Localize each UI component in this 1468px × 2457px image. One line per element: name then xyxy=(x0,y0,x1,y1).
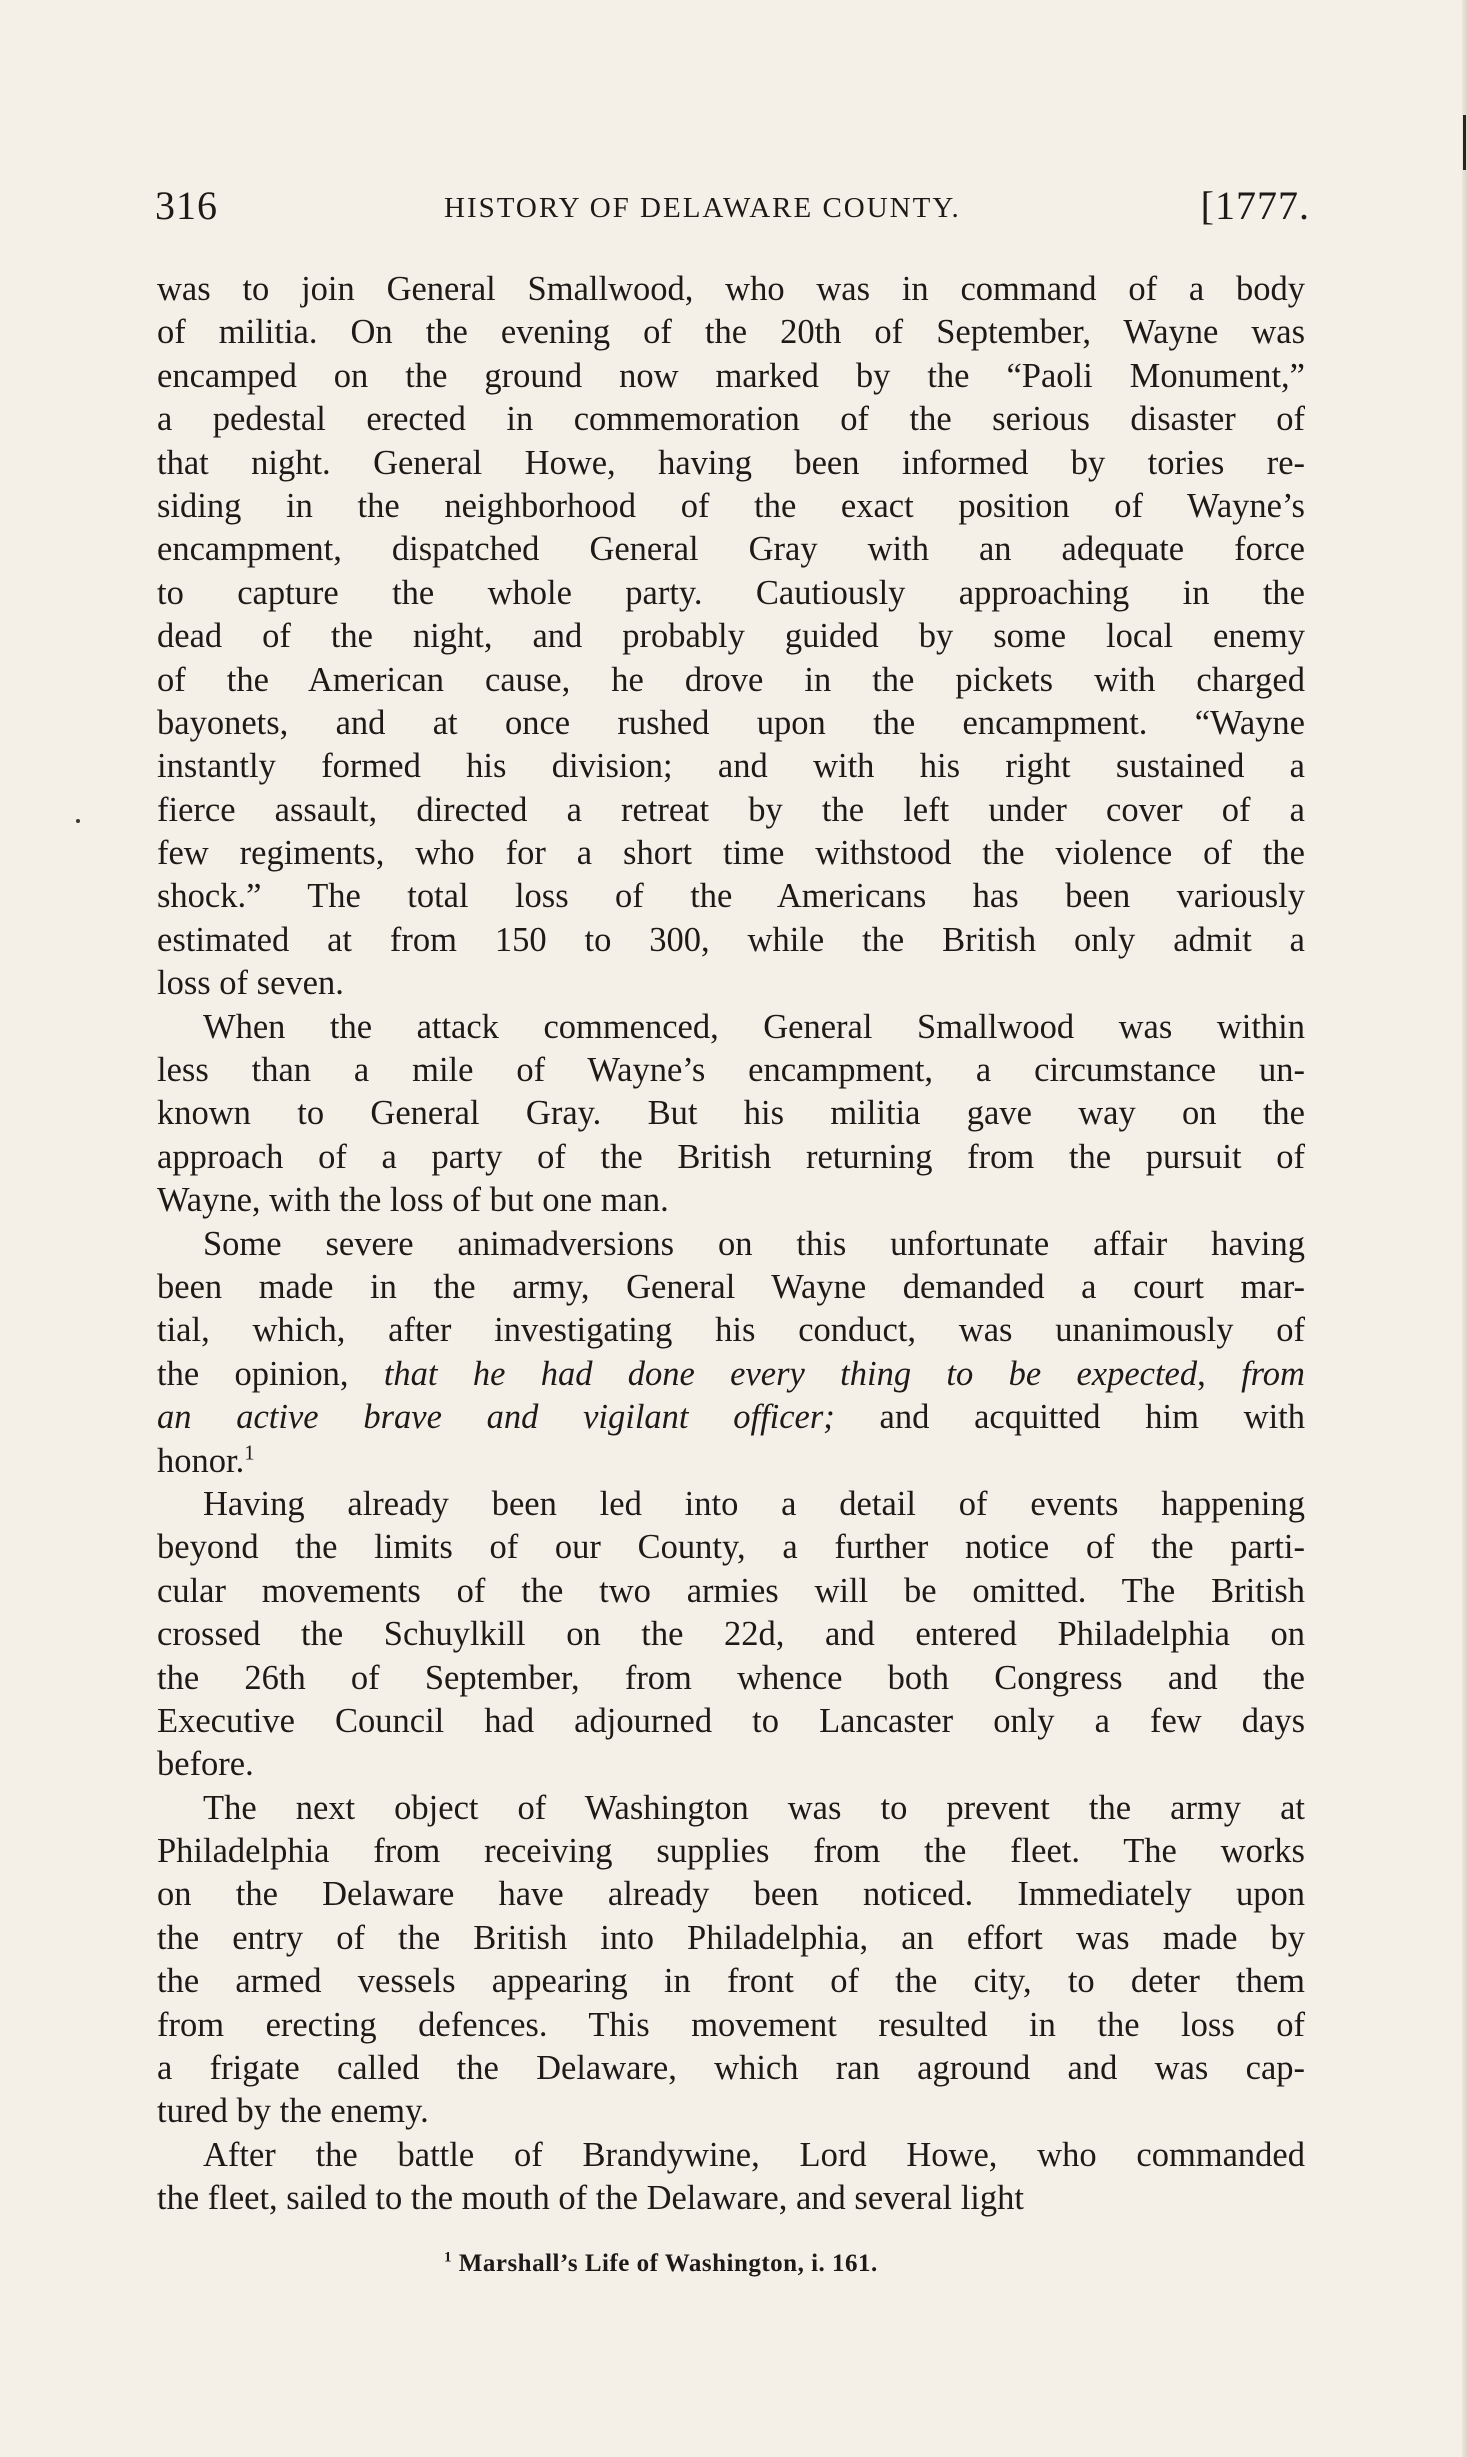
text-line xyxy=(157,1396,1305,1439)
text-line: a pedestal erected in commemoration of the serious disaster of xyxy=(157,400,1305,439)
text-line: from erecting defences. This movement resulted in the loss of xyxy=(157,2005,1305,2044)
header-year: [1777. xyxy=(1200,183,1310,228)
text-line: before. xyxy=(157,1745,254,1784)
text-line: The next object of Washington was to prevent the army at xyxy=(203,1788,1305,1827)
text-line: crossed the Schuylkill on the 22d, and entered Philadelphia on xyxy=(157,1615,1305,1654)
text-line: siding in the neighborhood of the exact position of Wayne’s xyxy=(157,486,1305,525)
text-line: of the American cause, he drove in the pickets with charged xyxy=(157,660,1305,699)
text-line xyxy=(157,1440,1305,1483)
text-line: less than a mile of Wayne’s encampment, a circumstance un- xyxy=(157,1051,1305,1090)
page-number: 316 xyxy=(155,183,218,228)
footnote-text: Marshall’s Life of Washington, i. 161. xyxy=(458,2250,878,2277)
text-line: the 26th of September, from whence both Congress and the xyxy=(157,1658,1305,1697)
text-line: Wayne, with the loss of but one man. xyxy=(157,1181,669,1220)
text-run: and acquitted him with xyxy=(834,1398,1305,1437)
text-line xyxy=(157,1353,1305,1396)
italic-text: from xyxy=(1241,1354,1305,1393)
text-line: After the battle of Brandywine, Lord Howe, who commanded xyxy=(203,2135,1305,2174)
text-line: the armed vessels appearing in front of the city, to deter them xyxy=(157,1962,1305,2001)
edge-mark xyxy=(1463,115,1466,170)
running-title: HISTORY OF DELAWARE COUNTY. xyxy=(444,192,961,224)
text-line: Having already been led into a detail of events happening xyxy=(203,1484,1305,1523)
text-line: known to General Gray. But his militia gave way on the xyxy=(157,1094,1305,1133)
footnote-ref: 1 xyxy=(244,1442,255,1465)
running-header xyxy=(155,182,1310,232)
text-line: dead of the night, and probably guided by some local enemy xyxy=(157,617,1305,656)
text-line: Executive Council had adjourned to Lancaster only a few days xyxy=(157,1701,1305,1740)
text-line: instantly formed his division; and with his right sustained a xyxy=(157,747,1305,786)
text-line: shock.” The total loss of the Americans has been variously xyxy=(157,877,1305,916)
footnote xyxy=(444,2250,878,2278)
text-line: When the attack commenced, General Smallwood was within xyxy=(203,1007,1305,1046)
page-edge xyxy=(1462,0,1468,2457)
text-line: approach of a party of the British returning from the pursuit of xyxy=(157,1137,1305,1176)
text-run: , xyxy=(1197,1354,1242,1393)
text-line: to capture the whole party. Cautiously approaching in the xyxy=(157,573,1305,612)
text-line: the fleet, sailed to the mouth of the Delaware, and several light xyxy=(157,2179,1024,2218)
text-line: Some severe animadversions on this unfortunate affair having xyxy=(203,1224,1305,1263)
text-line: cular movements of the two armies will be omitted. The British xyxy=(157,1571,1305,1610)
text-line: tial, which, after investigating his conduct, was unanimously of xyxy=(157,1311,1305,1350)
text-line: encamped on the ground now marked by the “Paoli Monument,” xyxy=(157,356,1305,395)
text-line: estimated at from 150 to 300, while the British only admit a xyxy=(157,920,1305,959)
text-line: beyond the limits of our County, a further notice of the parti- xyxy=(157,1528,1305,1567)
italic-text: that he had done every thing to be expected xyxy=(383,1354,1198,1393)
text-line: encampment, dispatched General Gray with an adequate force xyxy=(157,530,1305,569)
margin-speck xyxy=(76,819,80,823)
text-line: the entry of the British into Philadelphia, an effort was made by xyxy=(157,1918,1305,1957)
text-run: honor. xyxy=(157,1441,245,1480)
text-run: the opinion, xyxy=(157,1354,384,1393)
footnote-marker: 1 xyxy=(444,2249,452,2266)
text-line: was to join General Smallwood, who was in command of a body xyxy=(157,270,1305,308)
text-line: a frigate called the Delaware, which ran aground and was cap- xyxy=(157,2049,1305,2088)
text-line: fierce assault, directed a retreat by the left under cover of a xyxy=(157,790,1305,829)
text-line: bayonets, and at once rushed upon the encampment. “Wayne xyxy=(157,703,1305,742)
text-line: Philadelphia from receiving supplies from the fleet. The works xyxy=(157,1832,1305,1871)
text-line: tured by the enemy. xyxy=(157,2092,429,2131)
text-line: few regiments, who for a short time withstood the violence of the xyxy=(157,834,1305,873)
italic-text: an active brave and vigilant officer; xyxy=(157,1398,835,1437)
text-line: loss of seven. xyxy=(157,964,344,1003)
text-line: on the Delaware have already been noticed. Immediately upon xyxy=(157,1875,1305,1914)
text-line: been made in the army, General Wayne demanded a court mar- xyxy=(157,1267,1305,1306)
text-line: of militia. On the evening of the 20th of September, Wayne was xyxy=(157,313,1305,352)
text-line: that night. General Howe, having been informed by tories re- xyxy=(157,443,1305,482)
body-text xyxy=(157,268,1305,2221)
